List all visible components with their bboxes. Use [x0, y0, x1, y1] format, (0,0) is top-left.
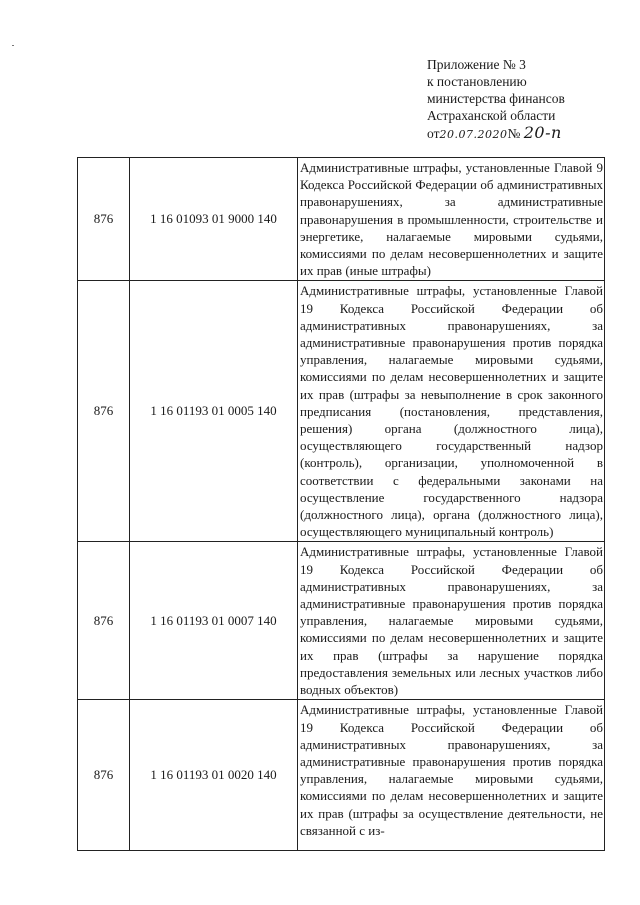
- admin-code-cell: 876: [78, 700, 130, 851]
- kbk-code-cell: 1 16 01093 01 9000 140: [130, 158, 298, 281]
- scan-speck: [12, 45, 14, 46]
- description-cell: Административные штрафы, установленные Главой 19 Кодекса Российской Федерации об административных правонарушениях, за административные правонарушения против порядка управления, налагаемые мировыми судьями, комиссиями по делам несовершеннолетних и защите их прав (штрафы за невыполнение в срок законного предписания (постановления, представления, решения) органа (должностного лица), осуществляющего государственный надзор (контроль), организации, уполномоченной в соответствии с федеральными законами на осуществление государственного надзора (должностного лица), органа (должностного лица), осуществляющего муниципальный контроль): [298, 281, 605, 542]
- appendix-date-line: [427, 124, 627, 143]
- appendix-ref-line: к постановлению: [427, 74, 527, 89]
- admin-code-cell: 876: [78, 158, 130, 281]
- table-row: [78, 700, 605, 851]
- kbk-code-cell: 1 16 01193 01 0020 140: [130, 700, 298, 851]
- admin-code-cell: 876: [78, 542, 130, 700]
- handwritten-date: 20.07.2020: [439, 128, 508, 141]
- revenue-codes-table: [77, 157, 605, 851]
- appendix-header: [427, 56, 627, 143]
- table-row: [78, 281, 605, 542]
- appendix-region-line: Астраханской области: [427, 108, 556, 123]
- appendix-ministry-line: министерства финансов: [427, 91, 565, 106]
- number-prefix: №: [507, 126, 521, 141]
- description-cell: [298, 700, 605, 851]
- description-cell: Административные штрафы, установленные Главой 19 Кодекса Российской Федерации об административных правонарушениях, за административные правонарушения против порядка управления, налагаемые мировыми судьями, комиссиями по делам несовершеннолетних и защите их прав (штрафы за нарушение порядка предоставления земельных или лесных участков либо водных объектов): [298, 542, 605, 700]
- kbk-code-cell: 1 16 01193 01 0005 140: [130, 281, 298, 542]
- admin-code-cell: 876: [78, 281, 130, 542]
- date-prefix: от: [427, 126, 440, 141]
- handwritten-number: 20-п: [523, 123, 562, 142]
- table-row: [78, 542, 605, 700]
- description-cell: Административные штрафы, установленные Главой 9 Кодекса Российской Федерации об административных правонарушениях, за административные правонарушения в промышленности, строительстве и энергетике, налагаемые мировыми судьями, комиссиями по делам несовершеннолетних и защите их прав (иные штрафы): [298, 158, 605, 281]
- table-row: [78, 158, 605, 281]
- appendix-title: Приложение № 3: [427, 57, 526, 72]
- kbk-code-cell: 1 16 01193 01 0007 140: [130, 542, 298, 700]
- description-text: Административные штрафы, установленные Главой 19 Кодекса Российской Федерации об административных правонарушениях, за административные правонарушения против порядка управления, налагаемые мировыми судьями, комиссиями по делам несовершеннолетних и защите их прав (штрафы за осуществление деятельности, не связанной с из-: [300, 702, 603, 838]
